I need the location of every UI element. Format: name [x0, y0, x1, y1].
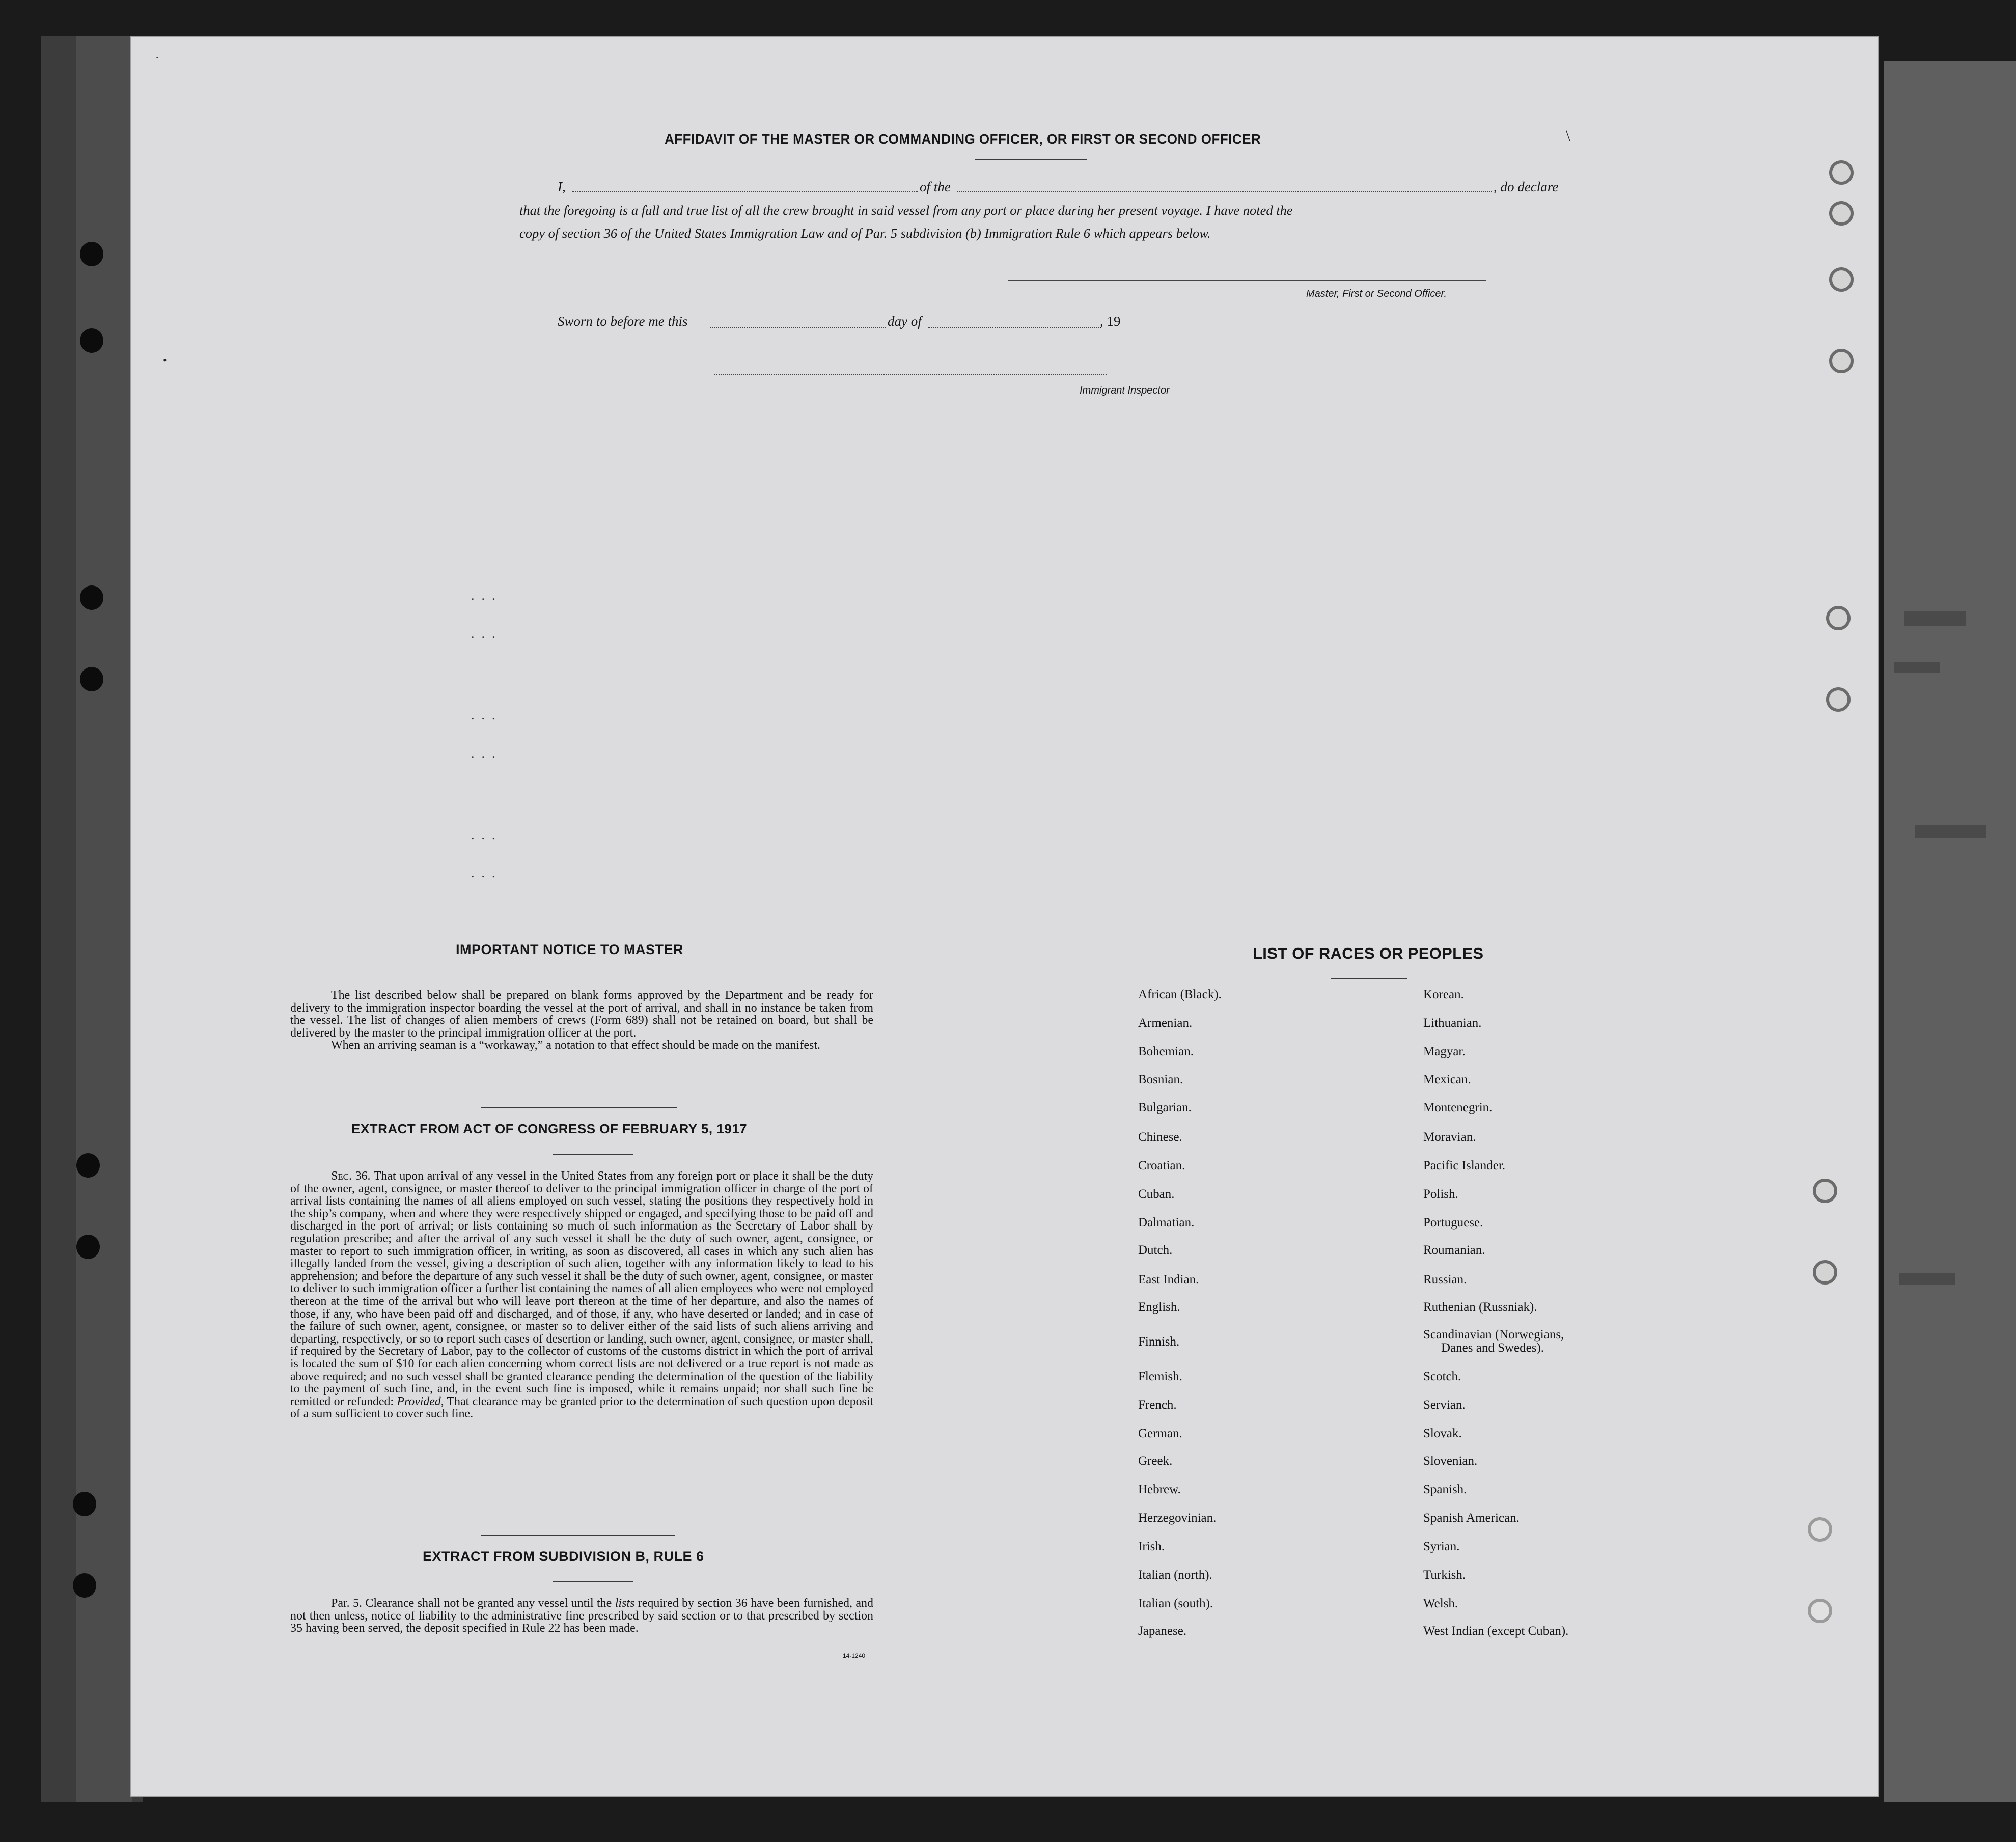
race-item: Dutch. [1138, 1243, 1173, 1257]
race-item: German. [1138, 1427, 1182, 1440]
race-item: French. [1138, 1398, 1177, 1412]
race-item: Polish. [1423, 1187, 1458, 1201]
race-item: Welsh. [1423, 1597, 1458, 1610]
punch-hole [1829, 160, 1854, 185]
dot-marks: ... [471, 708, 503, 722]
race-item: Portuguese. [1423, 1216, 1483, 1230]
race-item: Turkish. [1423, 1568, 1466, 1582]
stray-mark: \ [1566, 127, 1570, 144]
rule-body-a: Par. 5. Clearance shall not be granted any vessel until the [331, 1597, 612, 1610]
section-rule [481, 1535, 675, 1536]
act-body: That upon arrival of any vessel in the United States from any foreign port or place it shall be the duty of the owner, agent, consignee, or master thereof to deliver to the principal immigration officer in charge of the port of arrival lists containing the names of all aliens employed on such vessel, stating the positions they respectively hold in the ship’s company, when and where they were respectively shipped or engaged, and specifying those to be paid off and discharged in the port of arrival; or lists containing so much of such information as the Secretary of Labor shall by regulation prescribe; and after the arrival of any such vessel it shall be the duty of such owner, agent, consignee, or master to report to such immigration officer, in writing, as soon as discovered, all cases in which any such alien has illegally landed from the vessel, giving a description of such alien, together with any information likely to lead to his apprehension; and before the departure of any such vessel it shall be the duty of such owner, agent, consignee, or master to deliver to such immigration officer a further list containing the names of all alien employees who were not employed thereon at the time of the arrival but who will leave port thereon at the time of her departure, and also the names of those, if any, who have been paid off and discharged, and of those, if any, who have deserted or landed; and in case of the failure of such owner, agent, consignee, or master so to deliver either of the said lists of such aliens arriving and departing, respectively, or so to report such cases of desertion or landing, such owner, agent, consignee, or master shall, if required by the Secretary of Labor, pay to the collector of customs of the customs district in which the port of arrival is located the sum of $10 for each alien concerning whom correct lists are not delivered or a true report is not made as above required; and no such vessel shall be granted clearance pending the determination of the question of the liability to the payment of such fine, and, in the event such fine is imposed, while it remains unpaid; nor shall such fine be remitted or refunded: [290, 1169, 873, 1408]
race-item: Korean. [1423, 988, 1464, 1001]
act-body-end: That clearance may be granted prior to the determination of such question upon deposit of a sum sufficient to cover such fine. [290, 1394, 873, 1421]
sworn-label: Sworn to before me this [558, 314, 688, 329]
race-item: English. [1138, 1300, 1180, 1314]
race-item: East Indian. [1138, 1273, 1199, 1287]
race-item: Cuban. [1138, 1187, 1175, 1201]
year-prefix: , 19 [1100, 314, 1121, 329]
race-item-continuation: Danes and Swedes). [1441, 1341, 1544, 1355]
dot-marks: ... [471, 827, 503, 842]
notice-heading: IMPORTANT NOTICE TO MASTER [456, 942, 683, 957]
race-item: Armenian. [1138, 1016, 1193, 1030]
heading-rule [553, 1581, 633, 1582]
race-item: Bulgarian. [1138, 1101, 1192, 1114]
punch-hole [1813, 1260, 1837, 1285]
inspector-label: Immigrant Inspector [1080, 385, 1170, 396]
race-item: African (Black). [1138, 988, 1222, 1001]
binder-hole [80, 242, 103, 266]
race-item: Greek. [1138, 1454, 1173, 1468]
races-heading: LIST OF RACES OR PEOPLES [1253, 944, 1484, 962]
race-item: Herzegovinian. [1138, 1511, 1217, 1525]
race-item: Spanish American. [1423, 1511, 1520, 1525]
race-item: Scandinavian (Norwegians, [1423, 1328, 1564, 1342]
do-declare-label: , do declare [1494, 179, 1559, 194]
race-item: Russian. [1423, 1273, 1467, 1287]
binder-hole [76, 1235, 100, 1259]
dot-marks: ... [471, 746, 503, 761]
affidavit-heading: AFFIDAVIT OF THE MASTER OR COMMANDING OFFICER, OR FIRST OR SECOND OFFICER [665, 131, 1261, 147]
dot-marks: ... [471, 866, 503, 880]
manifest-page [130, 36, 1879, 1797]
binding-edge-inner [76, 36, 132, 1802]
race-item: Lithuanian. [1423, 1016, 1482, 1030]
punch-hole [1829, 349, 1854, 373]
race-item: Mexican. [1423, 1073, 1471, 1086]
i-label: I, [558, 179, 566, 194]
dot-marks: ... [471, 588, 503, 603]
race-item: West Indian (except Cuban). [1423, 1624, 1569, 1638]
binder-hole [73, 1573, 96, 1598]
stray-mark: · [155, 51, 159, 64]
binder-hole [73, 1492, 96, 1516]
race-item: Magyar. [1423, 1045, 1466, 1058]
punch-hole [1829, 267, 1854, 292]
binder-hole [76, 1153, 100, 1178]
form-number: 14-1240 [843, 1652, 866, 1659]
punch-hole [1808, 1599, 1832, 1623]
race-item: Moravian. [1423, 1130, 1476, 1144]
of-the-label: of the [920, 179, 951, 194]
race-item: Irish. [1138, 1540, 1165, 1553]
race-item: Montenegrin. [1423, 1101, 1493, 1114]
notice-paragraph-2: When an arriving seaman is a “workaway,” a notation to that effect should be made on the manifest. [331, 1039, 820, 1052]
sworn-day-blank[interactable] [710, 327, 886, 328]
master-signature-label: Master, First or Second Officer. [1306, 288, 1447, 299]
race-item: Scotch. [1423, 1370, 1461, 1383]
binder-hole [80, 585, 103, 610]
race-item: Spanish. [1423, 1483, 1467, 1496]
heading-rule [1331, 978, 1407, 979]
race-item: Flemish. [1138, 1370, 1182, 1383]
race-item: Bosnian. [1138, 1073, 1183, 1086]
race-item: Dalmatian. [1138, 1216, 1195, 1230]
lists-word: lists [615, 1597, 635, 1610]
rule-text [290, 1597, 873, 1635]
rule-heading: EXTRACT FROM SUBDIVISION B, RULE 6 [423, 1549, 704, 1564]
punch-hole [1808, 1517, 1832, 1542]
heading-rule [553, 1154, 633, 1155]
punch-hole [1826, 687, 1851, 712]
dot-marks: ... [471, 626, 503, 641]
race-item: Croatian. [1138, 1159, 1185, 1173]
race-item: Pacific Islander. [1423, 1159, 1506, 1173]
race-item: Bohemian. [1138, 1045, 1194, 1058]
race-item: Finnish. [1138, 1335, 1180, 1349]
notice-paragraph-1: The list described below shall be prepared on blank forms approved by the Department and be ready for delivery to the immigration inspector boarding the vessel at the port of arrival, and shall in no instance be taken from the vessel. The list of changes of alien members of crews (Form 689) shall not be retained on board, but shall be delivered by the master to the principal immigration officer at the port. [290, 989, 873, 1040]
inspector-signature-line[interactable] [714, 374, 1107, 375]
race-item: Roumanian. [1423, 1243, 1485, 1257]
statement-line-1: that the foregoing is a full and true list of all the crew brought in said vessel from any port or place during her present voyage. I have noted the [519, 203, 1293, 218]
stray-mark: • [163, 354, 167, 367]
sec-label: Sec. 36. [331, 1169, 371, 1183]
rule-body-b: required by section 36 have been furnished, and not then unless, notice of liability to the administrative fine prescribed by said section or to that prescribed by section 35 having been served, the deposit specified in Rule 22 has been made. [290, 1597, 874, 1635]
race-item: Ruthenian (Russniak). [1423, 1300, 1537, 1314]
punch-hole [1813, 1179, 1837, 1203]
binder-hole [80, 667, 103, 691]
underlying-page [1884, 61, 2016, 1802]
race-item: Chinese. [1138, 1130, 1182, 1144]
punch-hole [1829, 201, 1854, 226]
provided-label: Provided, [397, 1394, 444, 1408]
sworn-month-blank[interactable] [928, 327, 1101, 328]
vessel-blank[interactable] [957, 191, 1492, 192]
notice-text [290, 989, 873, 1052]
punch-hole [1826, 606, 1851, 630]
statement-line-2: copy of section 36 of the United States Immigration Law and of Par. 5 subdivision (b) Immigration Rule 6 which appears below. [519, 226, 1211, 241]
binder-hole [80, 328, 103, 353]
heading-rule [975, 159, 1087, 160]
day-of-label: day of [888, 314, 922, 329]
race-item: Slovak. [1423, 1427, 1462, 1440]
race-item: Slovenian. [1423, 1454, 1478, 1468]
name-blank[interactable] [572, 191, 918, 192]
race-item: Servian. [1423, 1398, 1466, 1412]
race-item: Japanese. [1138, 1624, 1187, 1638]
race-item: Syrian. [1423, 1540, 1460, 1553]
act-text [290, 1170, 873, 1420]
master-signature-line[interactable] [1008, 280, 1486, 281]
race-item: Hebrew. [1138, 1483, 1181, 1496]
act-heading: EXTRACT FROM ACT OF CONGRESS OF FEBRUARY 5, 1917 [351, 1121, 748, 1136]
race-item: Italian (north). [1138, 1568, 1212, 1582]
race-item: Italian (south). [1138, 1597, 1213, 1610]
section-rule [481, 1107, 677, 1108]
